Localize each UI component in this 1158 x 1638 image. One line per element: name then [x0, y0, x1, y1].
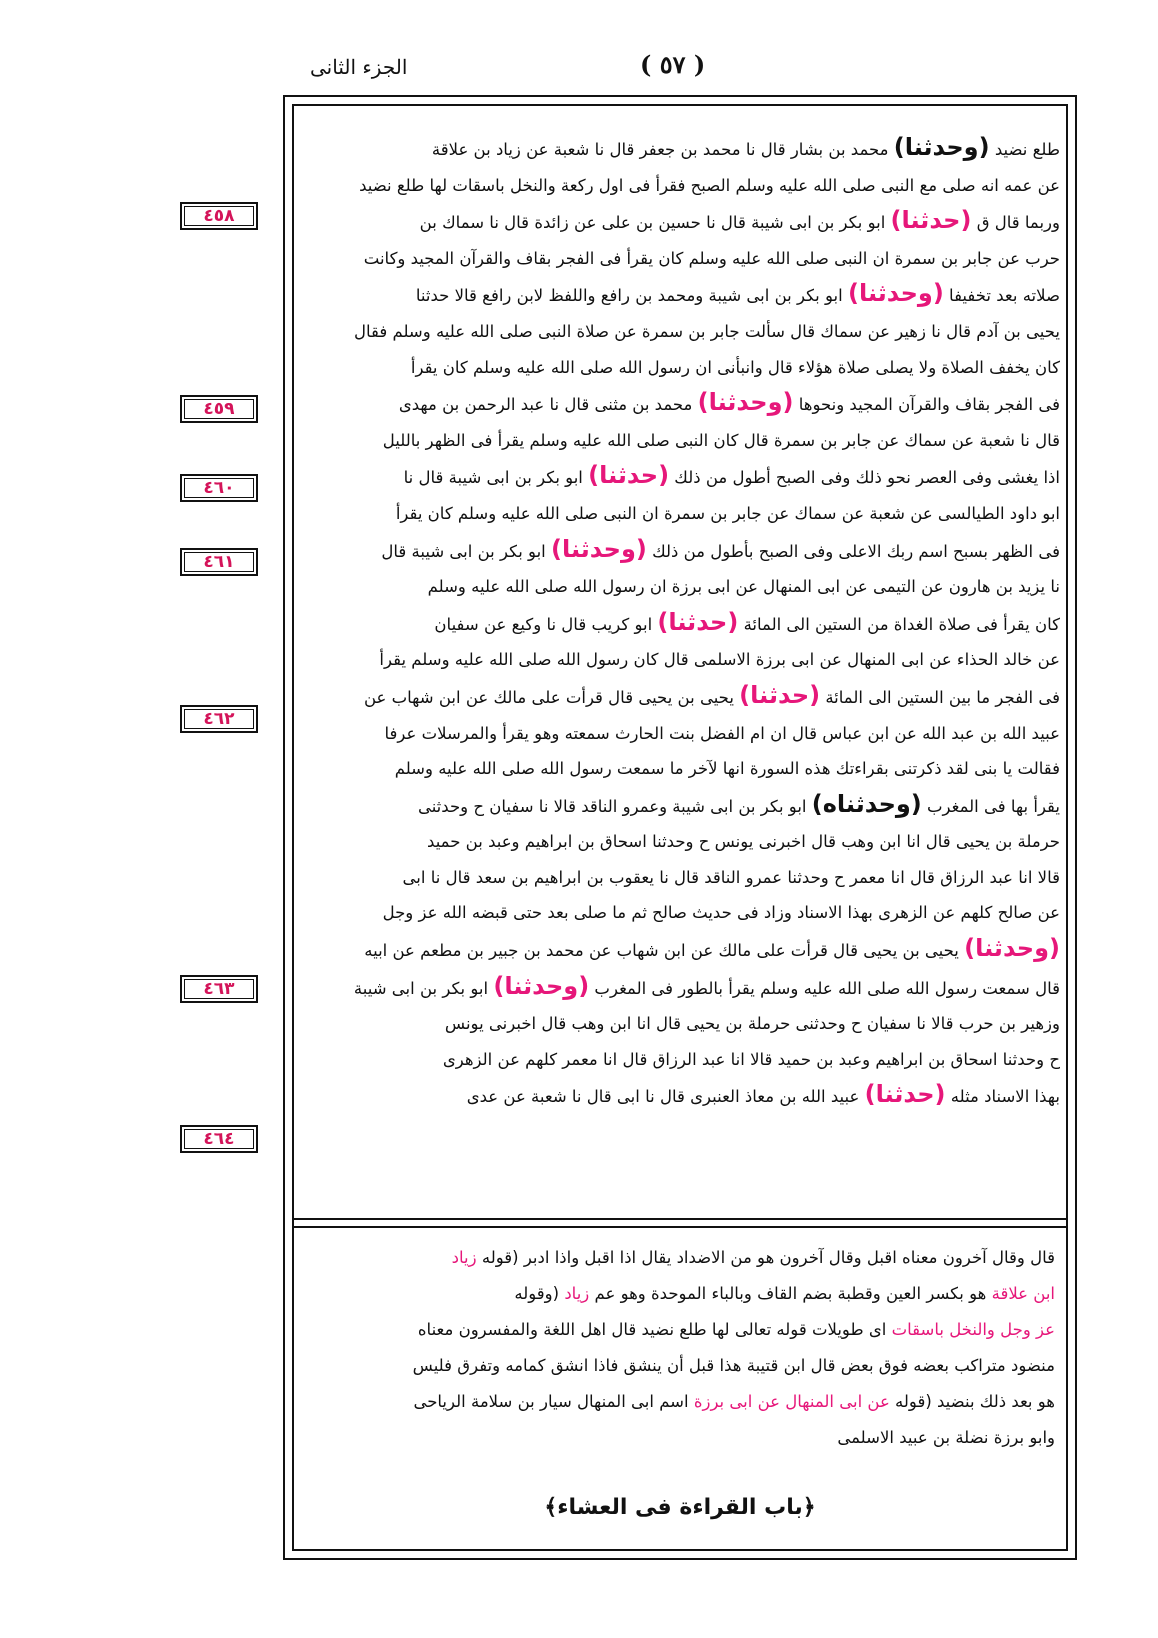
- page-number: ( ٥٧ ): [640, 50, 706, 79]
- chapter-heading: ﴿باب القراءة فى العشاء﴾: [544, 1495, 816, 1520]
- commentary-line: منضود متراكب بعضه فوق بعض قال ابن قتيبة هذا قبل أن ينشق فاذا انشق كمامه وتفرق فليس: [412, 1356, 1055, 1375]
- hadith-line: قال نا شعبة عن سماك عن جابر بن سمرة قال كان النبى صلى الله عليه وسلم يقرأ فى الظهر بالليل: [382, 430, 1060, 450]
- hadith-line: نا يزيد بن هارون عن التيمى عن ابى المنهال عن ابى برزة ان رسول الله صلى الله عليه وسلم: [427, 577, 1060, 597]
- hadith-number-badge: ٤٦٤: [180, 1125, 258, 1153]
- hadith-line: قال سمعت رسول الله صلى الله عليه وسلم يقرأ بالطور فى المغرب (وحدثنا) ابو بكر بن ابى شيبة: [353, 971, 1060, 1000]
- hadith-line: ح وحدثنا اسحاق بن ابراهيم وعبد بن حميد قالا انا عبد الرزاق قال انا معمر كلهم عن الزهرى: [442, 1049, 1060, 1069]
- hadith-line: عن صالح كلهم عن الزهرى بهذا الاسناد وزاد فى حديث صالح ثم ما صلى بعد حتى قبضه الله عز وجل: [382, 903, 1060, 923]
- hadith-line: طلع نضيد (وحدثنا) محمد بن بشار قال نا محمد بن جعفر قال نا شعبة عن زياد بن علاقة: [431, 133, 1060, 161]
- volume-title: الجزء الثانى: [310, 55, 408, 79]
- hadith-line: فى الظهر بسبح اسم ربك الاعلى وفى الصبح بأطول من ذلك (وحدثنا) ابو بكر بن ابى شيبة قال: [381, 534, 1060, 563]
- hadith-line: حرب عن جابر بن سمرة ان النبى صلى الله عليه وسلم كان يقرأ فى الفجر بقاف والقرآن المجيد وكانت: [363, 248, 1060, 268]
- commentary-line: ابن علاقة هو بكسر العين وقطبة بضم القاف وبالباء الموحدة وهو عم زياد (وقوله: [514, 1284, 1055, 1303]
- hadith-number-badge: ٤٦٢: [180, 705, 258, 733]
- commentary-line: وابو برزة نضلة بن عبيد الاسلمى: [837, 1428, 1055, 1447]
- hadith-line: يحيى بن آدم قال نا زهير عن سماك قال سألت جابر بن سمرة عن صلاة النبى صلى الله عليه وسلم فقال: [353, 321, 1060, 341]
- hadith-line: فى الفجر ما بين الستين الى المائة (حدثنا) يحيى بن يحيى قال قرأت على مالك عن ابن شهاب عن: [363, 680, 1060, 709]
- hadith-line: قالا انا عبد الرزاق قال انا معمر ح وحدثنا عمرو الناقد قال نا يعقوب بن ابراهيم بن سعد قال نا ابى: [402, 867, 1060, 887]
- hadith-line: وربما قال ق (حدثنا) ابو بكر بن ابى شيبة قال نا حسين بن على عن زائدة قال نا سماك بن: [419, 206, 1060, 235]
- commentary-line: هو بعد ذلك بنضيد (قوله عن ابى المنهال عن ابى برزة اسم ابى المنهال سيار بن سلامة الرياحى: [413, 1392, 1055, 1411]
- section-divider: [292, 1226, 1068, 1228]
- hadith-line: وزهير بن حرب قالا نا سفيان ح وحدثنى حرملة بن يحيى قال انا ابن وهب قال اخبرنى يونس: [444, 1014, 1060, 1034]
- hadith-number-badge: ٤٦١: [180, 548, 258, 576]
- hadith-line: بهذا الاسناد مثله (حدثنا) عبيد الله بن معاذ العنبرى قال نا ابى قال نا شعبة عن عدى: [466, 1080, 1060, 1109]
- hadith-line: يقرأ بها فى المغرب (وحدثناه) ابو بكر بن ابى شيبة وعمرو الناقد قالا نا سفيان ح وحدثنى: [417, 789, 1060, 818]
- hadith-line: (وحدثنا) يحيى بن يحيى قال قرأت على مالك عن ابن شهاب عن محمد بن جبير بن مطعم عن ابيه: [364, 934, 1060, 963]
- section-divider: [292, 1218, 1068, 1220]
- hadith-number-badge: ٤٦٠: [180, 474, 258, 502]
- hadith-line: كان يخفف الصلاة ولا يصلى صلاة هؤلاء قال وانبأنى ان رسول الله صلى الله عليه وسلم كان يقرأ: [410, 357, 1060, 377]
- commentary-block: [305, 1240, 1055, 1456]
- hadith-number-badge: ٤٥٩: [180, 395, 258, 423]
- hadith-line: صلاته بعد تخفيفا (وحدثنا) ابو بكر بن ابى شيبة ومحمد بن رافع واللفظ لابن رافع قالا حدثنا: [415, 279, 1060, 308]
- hadith-number-badge: ٤٥٨: [180, 202, 258, 230]
- hadith-line: كان يقرأ فى صلاة الغداة من الستين الى المائة (حدثنا) ابو كريب قال نا وكيع عن سفيان: [434, 607, 1060, 636]
- hadith-text-block: [300, 130, 1060, 1210]
- hadith-line: ابو داود الطيالسى عن شعبة عن سماك عن جابر بن سمرة ان النبى صلى الله عليه وسلم كان يقرأ: [395, 503, 1060, 523]
- hadith-line: عن عمه انه صلى مع النبى صلى الله عليه وسلم الصبح فقرأ فى اول ركعة والنخل باسقات لها طلع نضيد: [359, 175, 1060, 195]
- hadith-line: فى الفجر بقاف والقرآن المجيد ونحوها (وحدثنا) محمد بن مثنى قال نا عبد الرحمن بن مهدى: [398, 388, 1060, 417]
- hadith-line: اذا يغشى وفى العصر نحو ذلك وفى الصبح أطول من ذلك (حدثنا) ابو بكر بن ابى شيبة قال نا: [403, 461, 1060, 490]
- commentary-line: عز وجل والنخل باسقات اى طويلات قوله تعالى لها طلع نضيد قال اهل اللغة والمفسرون معناه: [417, 1320, 1055, 1339]
- hadith-number-badge: ٤٦٣: [180, 975, 258, 1003]
- hadith-line: حرملة بن يحيى قال انا ابن وهب قال اخبرنى يونس ح وحدثنا اسحاق بن ابراهيم وعبد بن حميد: [427, 832, 1060, 852]
- commentary-line: قال وقال آخرون معناه اقبل وقال آخرون هو من الاضداد يقال اذا اقبل واذا ادبر (قوله زياد: [451, 1248, 1055, 1267]
- hadith-line: عن خالد الحذاء عن ابى المنهال عن ابى برزة الاسلمى قال كان رسول الله صلى الله عليه وسلم يقرأ: [379, 650, 1060, 670]
- hadith-line: فقالت يا بنى لقد ذكرتنى بقراءتك هذه السورة انها لآخر ما سمعت رسول الله صلى الله عليه وسلم: [394, 759, 1060, 779]
- hadith-line: عبيد الله بن عبد الله عن ابن عباس قال ان ام الفضل بنت الحارث سمعته وهو يقرأ والمرسلات عرفا: [384, 723, 1060, 743]
